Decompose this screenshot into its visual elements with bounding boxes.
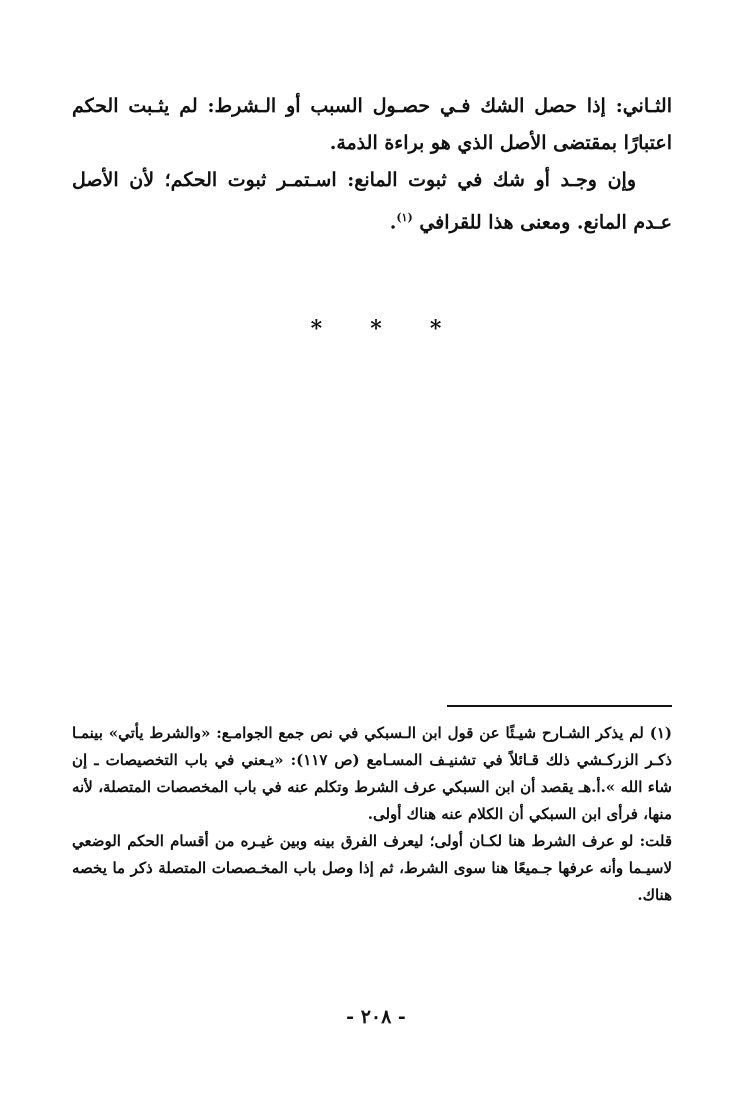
paragraph-2-end: . bbox=[389, 211, 397, 234]
paragraph-2 bbox=[72, 162, 672, 241]
footnote-1-marker: (١) bbox=[649, 724, 672, 742]
footnotes bbox=[72, 720, 672, 909]
footnote-1 bbox=[72, 720, 672, 828]
footnote-reference: (١) bbox=[396, 211, 413, 224]
section-separator bbox=[0, 316, 752, 342]
separator-star: * bbox=[370, 316, 382, 342]
paragraph-2-text: وإن وجـد أو شك في ثبوت المانع: اسـتمـر ثبوت الحكم؛ لأن الأصل عـدم المانع. ومعنى هذا للقرافي bbox=[72, 169, 672, 234]
footnote-1-comment-text: قلت: لو عرف الشرط هنا لكـان أولى؛ ليعرف الفرق بينه وبين غيـره من أقسام الحكم الوضعي لاسيـما وأنه عرفها جـميعًا هنا سوى الشرط، ثم إذا وصل باب المخـصصات المتصلة ذكر ما يخصه هناك. bbox=[72, 832, 672, 904]
page-number: - ٢٠٨ - bbox=[346, 1006, 406, 1028]
footnote-1-text: لم يذكر الشـارح شيـئًا عن قول ابن الـسبكي في نص جمع الجوامـع: «والشرط يأتي» بينمـا ذكـر الزركـشي ذلك قـائلاً في تشنيـف المسـامع (ص ١١٧): «يـعني في باب التخصيصات ـ إن شاء الله ».أ.هـ يقصد أن ابن السبكي عرف الشرط وتكلم عنه في باب المخصصات المتصلة، لأنه منها، فرأى ابن السبكي أن الكلام عنه هناك أولى. bbox=[72, 724, 672, 823]
paragraph-1-text: الثـاني: إذا حصل الشك فـي حصـول السبب أو الـشرط: لم يثـبت الحكم اعتبارًا بمقتضى الأصل الذي هو براءة الذمة. bbox=[72, 95, 672, 154]
separator-star: * bbox=[310, 316, 323, 342]
footnote-divider bbox=[447, 705, 672, 707]
paragraph-1 bbox=[72, 88, 672, 162]
separator-star: * bbox=[429, 316, 442, 342]
footnote-1-comment bbox=[72, 828, 672, 909]
main-text bbox=[72, 88, 672, 241]
